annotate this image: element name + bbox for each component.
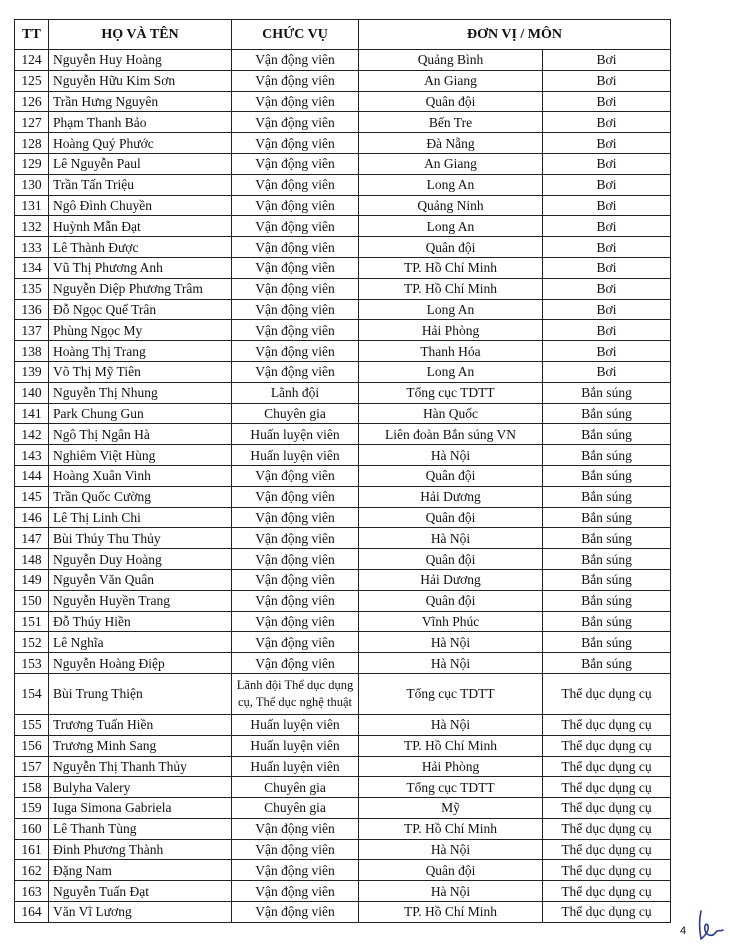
cell-sport: Bơi: [543, 278, 671, 299]
cell-sport: Bắn súng: [543, 632, 671, 653]
cell-tt: 130: [15, 174, 49, 195]
table-row: [15, 195, 671, 216]
cell-sport: Bắn súng: [543, 569, 671, 590]
cell-name: Nguyễn Hoàng Điệp: [49, 653, 232, 674]
cell-role: Vận động viên: [232, 507, 359, 528]
cell-unit: Quân đội: [359, 91, 543, 112]
roster-body: [15, 50, 671, 923]
cell-role: Vận động viên: [232, 611, 359, 632]
cell-sport: Bơi: [543, 174, 671, 195]
cell-sport: Bắn súng: [543, 382, 671, 403]
cell-tt: 159: [15, 798, 49, 819]
header-row: [15, 20, 671, 50]
cell-tt: 162: [15, 860, 49, 881]
cell-name: Nguyễn Văn Quân: [49, 569, 232, 590]
cell-sport: Thể dục dụng cụ: [543, 756, 671, 777]
cell-name: Park Chung Gun: [49, 403, 232, 424]
cell-role: Chuyên gia: [232, 403, 359, 424]
cell-sport: Bắn súng: [543, 465, 671, 486]
cell-sport: Bắn súng: [543, 590, 671, 611]
cell-name: Trương Tuấn Hiền: [49, 714, 232, 735]
cell-sport: Bắn súng: [543, 507, 671, 528]
cell-role: Vận động viên: [232, 818, 359, 839]
cell-name: Lê Nghĩa: [49, 632, 232, 653]
cell-unit: Quân đội: [359, 507, 543, 528]
cell-unit: Quân đội: [359, 860, 543, 881]
cell-sport: Bơi: [543, 91, 671, 112]
cell-role: Vận động viên: [232, 486, 359, 507]
page-number: 4: [680, 925, 687, 937]
cell-tt: 153: [15, 653, 49, 674]
cell-unit: Long An: [359, 299, 543, 320]
cell-unit: Quảng Ninh: [359, 195, 543, 216]
cell-unit: TP. Hồ Chí Minh: [359, 818, 543, 839]
cell-name: Trần Tấn Triệu: [49, 174, 232, 195]
cell-name: Võ Thị Mỹ Tiên: [49, 361, 232, 382]
cell-sport: Thể dục dụng cụ: [543, 798, 671, 819]
cell-unit: Hà Nội: [359, 881, 543, 902]
cell-unit: Quân đội: [359, 549, 543, 570]
cell-name: Nguyễn Huyền Trang: [49, 590, 232, 611]
cell-tt: 158: [15, 777, 49, 798]
table-row: [15, 320, 671, 341]
cell-unit: TP. Hồ Chí Minh: [359, 735, 543, 756]
cell-unit: Vĩnh Phúc: [359, 611, 543, 632]
cell-role: Lãnh đội: [232, 382, 359, 403]
header-unit: ĐƠN VỊ / MÔN: [359, 20, 671, 50]
cell-sport: Thể dục dụng cụ: [543, 839, 671, 860]
cell-role: Vận động viên: [232, 70, 359, 91]
cell-tt: 148: [15, 549, 49, 570]
cell-tt: 145: [15, 486, 49, 507]
cell-unit: Đà Nẵng: [359, 133, 543, 154]
cell-unit: Bến Tre: [359, 112, 543, 133]
cell-tt: 125: [15, 70, 49, 91]
cell-role: Vận động viên: [232, 549, 359, 570]
cell-unit: Hải Phòng: [359, 320, 543, 341]
cell-tt: 157: [15, 756, 49, 777]
cell-unit: Hà Nội: [359, 714, 543, 735]
cell-sport: Thể dục dụng cụ: [543, 818, 671, 839]
table-row: [15, 299, 671, 320]
cell-unit: Long An: [359, 174, 543, 195]
cell-name: Trương Minh Sang: [49, 735, 232, 756]
cell-name: Nguyễn Huy Hoàng: [49, 50, 232, 71]
cell-role: Vận động viên: [232, 112, 359, 133]
table-row: [15, 528, 671, 549]
cell-tt: 129: [15, 153, 49, 174]
cell-tt: 139: [15, 361, 49, 382]
table-row: [15, 860, 671, 881]
cell-role: Vận động viên: [232, 860, 359, 881]
cell-tt: 137: [15, 320, 49, 341]
table-row: [15, 632, 671, 653]
cell-sport: Thể dục dụng cụ: [543, 777, 671, 798]
cell-role: Huấn luyện viên: [232, 714, 359, 735]
cell-name: Nghiêm Việt Hùng: [49, 445, 232, 466]
cell-role: Huấn luyện viên: [232, 445, 359, 466]
cell-name: Hoàng Xuân Vinh: [49, 465, 232, 486]
cell-unit: An Giang: [359, 153, 543, 174]
cell-name: Nguyễn Diệp Phương Trâm: [49, 278, 232, 299]
cell-role: Lãnh đội Thể dục dụng cụ, Thể dục nghệ thuật: [232, 673, 359, 714]
cell-tt: 140: [15, 382, 49, 403]
cell-unit: Tổng cục TDTT: [359, 382, 543, 403]
cell-tt: 144: [15, 465, 49, 486]
table-row: [15, 424, 671, 445]
table-row: [15, 798, 671, 819]
cell-name: Hoàng Quý Phước: [49, 133, 232, 154]
cell-sport: Bơi: [543, 70, 671, 91]
cell-unit: Tổng cục TDTT: [359, 673, 543, 714]
cell-tt: 135: [15, 278, 49, 299]
cell-role: Vận động viên: [232, 465, 359, 486]
cell-unit: TP. Hồ Chí Minh: [359, 257, 543, 278]
cell-unit: Quân đội: [359, 590, 543, 611]
cell-role: Vận động viên: [232, 133, 359, 154]
cell-tt: 128: [15, 133, 49, 154]
cell-unit: Hải Dương: [359, 569, 543, 590]
cell-tt: 160: [15, 818, 49, 839]
table-row: [15, 777, 671, 798]
table-row: [15, 403, 671, 424]
cell-sport: Thể dục dụng cụ: [543, 714, 671, 735]
cell-sport: Thể dục dụng cụ: [543, 735, 671, 756]
cell-name: Ngô Đình Chuyền: [49, 195, 232, 216]
table-row: [15, 611, 671, 632]
cell-name: Đặng Nam: [49, 860, 232, 881]
table-row: [15, 507, 671, 528]
cell-name: Ngô Thị Ngân Hà: [49, 424, 232, 445]
cell-unit: Quân đội: [359, 237, 543, 258]
table-row: [15, 902, 671, 923]
cell-name: Nguyễn Tuấn Đạt: [49, 881, 232, 902]
cell-role: Vận động viên: [232, 91, 359, 112]
table-row: [15, 341, 671, 362]
cell-role: Vận động viên: [232, 569, 359, 590]
cell-name: Phùng Ngọc My: [49, 320, 232, 341]
cell-sport: Bơi: [543, 50, 671, 71]
cell-role: Vận động viên: [232, 299, 359, 320]
table-row: [15, 133, 671, 154]
cell-role: Vận động viên: [232, 528, 359, 549]
cell-name: Hoàng Thị Trang: [49, 341, 232, 362]
cell-name: Nguyễn Thị Thanh Thủy: [49, 756, 232, 777]
cell-sport: Bắn súng: [543, 528, 671, 549]
table-row: [15, 216, 671, 237]
cell-unit: Tổng cục TDTT: [359, 777, 543, 798]
cell-tt: 164: [15, 902, 49, 923]
cell-unit: Hà Nội: [359, 839, 543, 860]
cell-sport: Bơi: [543, 361, 671, 382]
cell-name: Nguyễn Thị Nhung: [49, 382, 232, 403]
table-row: [15, 881, 671, 902]
cell-sport: Bắn súng: [543, 424, 671, 445]
cell-name: Lê Thành Được: [49, 237, 232, 258]
cell-tt: 134: [15, 257, 49, 278]
cell-role: Vận động viên: [232, 278, 359, 299]
cell-sport: Bắn súng: [543, 403, 671, 424]
cell-role: Vận động viên: [232, 361, 359, 382]
cell-tt: 138: [15, 341, 49, 362]
table-row: [15, 735, 671, 756]
table-row: [15, 714, 671, 735]
cell-role: Vận động viên: [232, 50, 359, 71]
cell-tt: 141: [15, 403, 49, 424]
table-row: [15, 70, 671, 91]
cell-name: Nguyễn Duy Hoàng: [49, 549, 232, 570]
cell-name: Lê Thị Linh Chi: [49, 507, 232, 528]
cell-unit: Liên đoàn Bắn súng VN: [359, 424, 543, 445]
cell-unit: Hải Phòng: [359, 756, 543, 777]
cell-sport: Bơi: [543, 237, 671, 258]
cell-name: Bùi Thúy Thu Thủy: [49, 528, 232, 549]
table-row: [15, 465, 671, 486]
roster-table: [14, 19, 671, 923]
table-row: [15, 112, 671, 133]
cell-name: Bulyha Valery: [49, 777, 232, 798]
cell-role: Vận động viên: [232, 257, 359, 278]
cell-tt: 156: [15, 735, 49, 756]
cell-tt: 132: [15, 216, 49, 237]
cell-unit: Hàn Quốc: [359, 403, 543, 424]
table-row: [15, 569, 671, 590]
cell-unit: Hải Dương: [359, 486, 543, 507]
cell-role: Chuyên gia: [232, 777, 359, 798]
cell-sport: Bơi: [543, 341, 671, 362]
cell-role: Vận động viên: [232, 341, 359, 362]
cell-unit: Quảng Bình: [359, 50, 543, 71]
cell-tt: 152: [15, 632, 49, 653]
cell-tt: 124: [15, 50, 49, 71]
cell-role: Chuyên gia: [232, 798, 359, 819]
cell-role: Vận động viên: [232, 216, 359, 237]
cell-tt: 150: [15, 590, 49, 611]
cell-sport: Bắn súng: [543, 653, 671, 674]
cell-tt: 126: [15, 91, 49, 112]
cell-sport: Bơi: [543, 299, 671, 320]
cell-tt: 154: [15, 673, 49, 714]
cell-name: Vũ Thị Phương Anh: [49, 257, 232, 278]
table-row: [15, 278, 671, 299]
cell-role: Vận động viên: [232, 632, 359, 653]
table-row: [15, 361, 671, 382]
cell-tt: 131: [15, 195, 49, 216]
header-name: HỌ VÀ TÊN: [49, 20, 232, 50]
cell-unit: Thanh Hóa: [359, 341, 543, 362]
cell-sport: Bơi: [543, 112, 671, 133]
cell-sport: Bơi: [543, 195, 671, 216]
cell-role: Vận động viên: [232, 653, 359, 674]
cell-role: Huấn luyện viên: [232, 756, 359, 777]
cell-tt: 149: [15, 569, 49, 590]
cell-tt: 163: [15, 881, 49, 902]
cell-sport: Bơi: [543, 216, 671, 237]
cell-role: Vận động viên: [232, 195, 359, 216]
cell-sport: Bắn súng: [543, 549, 671, 570]
cell-unit: Long An: [359, 216, 543, 237]
cell-role: Huấn luyện viên: [232, 424, 359, 445]
cell-name: Iuga Simona Gabriela: [49, 798, 232, 819]
cell-role: Vận động viên: [232, 881, 359, 902]
cell-unit: Hà Nội: [359, 445, 543, 466]
cell-unit: Hà Nội: [359, 632, 543, 653]
cell-tt: 143: [15, 445, 49, 466]
cell-tt: 161: [15, 839, 49, 860]
cell-name: Trần Quốc Cường: [49, 486, 232, 507]
cell-role: Vận động viên: [232, 590, 359, 611]
table-row: [15, 486, 671, 507]
cell-sport: Thể dục dụng cụ: [543, 673, 671, 714]
cell-sport: Thể dục dụng cụ: [543, 881, 671, 902]
header-role: CHỨC VỤ: [232, 20, 359, 50]
cell-role: Vận động viên: [232, 320, 359, 341]
table-row: [15, 445, 671, 466]
table-row: [15, 673, 671, 714]
cell-role: Vận động viên: [232, 839, 359, 860]
cell-sport: Bắn súng: [543, 611, 671, 632]
cell-unit: An Giang: [359, 70, 543, 91]
cell-role: Vận động viên: [232, 153, 359, 174]
table-row: [15, 590, 671, 611]
cell-name: Đỗ Thúy Hiền: [49, 611, 232, 632]
table-row: [15, 818, 671, 839]
cell-sport: Thể dục dụng cụ: [543, 860, 671, 881]
cell-tt: 146: [15, 507, 49, 528]
cell-unit: Hà Nội: [359, 528, 543, 549]
table-row: [15, 839, 671, 860]
table-row: [15, 257, 671, 278]
cell-sport: Bắn súng: [543, 445, 671, 466]
table-row: [15, 153, 671, 174]
cell-unit: Hà Nội: [359, 653, 543, 674]
cell-name: Đỗ Ngọc Quế Trân: [49, 299, 232, 320]
cell-name: Lê Thanh Tùng: [49, 818, 232, 839]
cell-sport: Bơi: [543, 257, 671, 278]
cell-sport: Thể dục dụng cụ: [543, 902, 671, 923]
table-row: [15, 91, 671, 112]
cell-role: Vận động viên: [232, 237, 359, 258]
header-tt: TT: [15, 20, 49, 50]
cell-sport: Bơi: [543, 133, 671, 154]
cell-tt: 133: [15, 237, 49, 258]
cell-tt: 155: [15, 714, 49, 735]
cell-name: Nguyễn Hữu Kim Sơn: [49, 70, 232, 91]
cell-unit: Mỹ: [359, 798, 543, 819]
table-row: [15, 756, 671, 777]
cell-unit: TP. Hồ Chí Minh: [359, 278, 543, 299]
cell-sport: Bắn súng: [543, 486, 671, 507]
cell-unit: TP. Hồ Chí Minh: [359, 902, 543, 923]
cell-name: Văn Vĩ Lương: [49, 902, 232, 923]
cell-unit: Quân đội: [359, 465, 543, 486]
cell-name: Trần Hưng Nguyên: [49, 91, 232, 112]
cell-name: Đinh Phương Thành: [49, 839, 232, 860]
cell-role: Huấn luyện viên: [232, 735, 359, 756]
table-row: [15, 653, 671, 674]
cell-name: Bùi Trung Thiện: [49, 673, 232, 714]
cell-tt: 147: [15, 528, 49, 549]
signature-initials: [692, 908, 726, 944]
table-row: [15, 174, 671, 195]
cell-tt: 127: [15, 112, 49, 133]
cell-tt: 136: [15, 299, 49, 320]
table-row: [15, 237, 671, 258]
cell-sport: Bơi: [543, 320, 671, 341]
table-row: [15, 549, 671, 570]
cell-tt: 142: [15, 424, 49, 445]
cell-name: Phạm Thanh Bảo: [49, 112, 232, 133]
cell-unit: Long An: [359, 361, 543, 382]
table-row: [15, 382, 671, 403]
cell-tt: 151: [15, 611, 49, 632]
cell-sport: Bơi: [543, 153, 671, 174]
cell-role: Vận động viên: [232, 174, 359, 195]
cell-role: Vận động viên: [232, 902, 359, 923]
table-row: [15, 50, 671, 71]
cell-name: Lê Nguyễn Paul: [49, 153, 232, 174]
cell-name: Huỳnh Mẫn Đạt: [49, 216, 232, 237]
